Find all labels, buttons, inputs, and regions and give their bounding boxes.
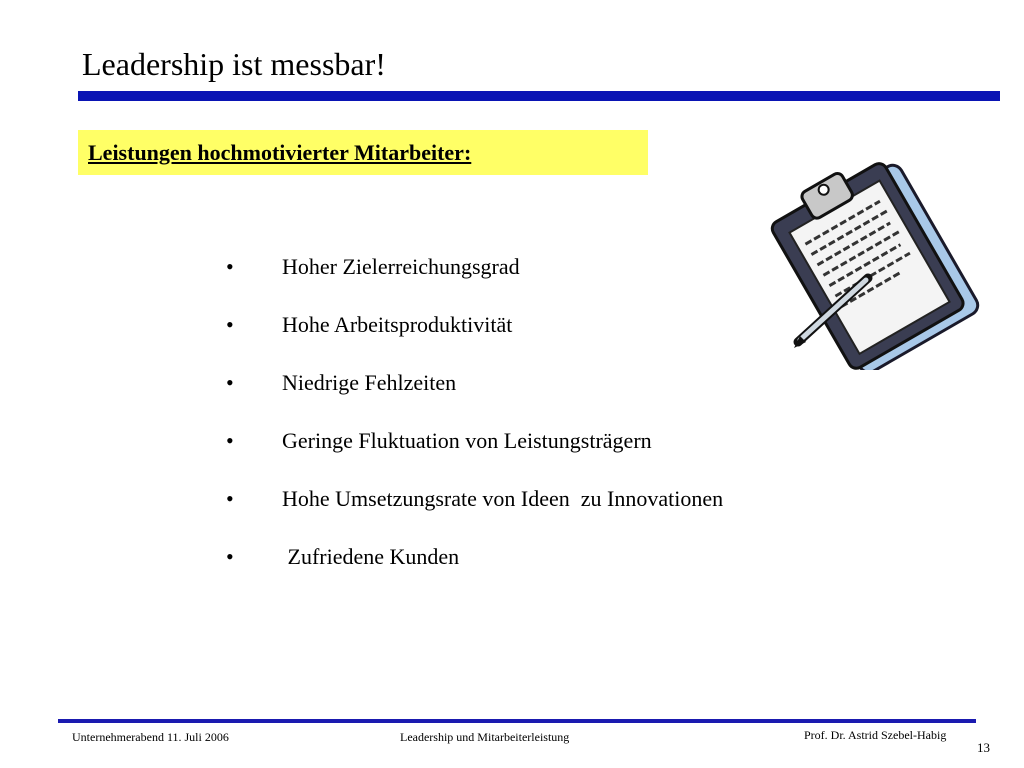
footer-topic: Leadership und Mitarbeiterleistung <box>400 730 570 744</box>
bullet-dot: • <box>226 428 234 453</box>
bullet-dot: • <box>226 544 234 569</box>
bullet-text: Hoher Zielerreichungsgrad <box>282 254 520 279</box>
footer-date: Unternehmerabend 11. Juli 2006 <box>72 730 229 744</box>
bullet-dot: • <box>226 254 234 279</box>
bullet-text: Hohe Arbeitsproduktivität <box>282 312 513 337</box>
bullet-text: Zufriedene Kunden <box>282 544 460 569</box>
title-underline-bar <box>78 91 1000 101</box>
slide-subtitle: Leistungen hochmotivierter Mitarbeiter: <box>88 140 472 165</box>
subtitle-highlight-box <box>78 130 648 175</box>
bullet-dot: • <box>226 370 234 395</box>
bullet-dot: • <box>226 312 234 337</box>
slide-title: Leadership ist messbar! <box>82 46 386 82</box>
bullet-dot: • <box>226 486 234 511</box>
footer-divider <box>58 719 976 723</box>
bullet-text: Hohe Umsetzungsrate von Ideen zu Innovationen <box>282 486 724 511</box>
clipboard-with-pen-icon <box>760 150 980 370</box>
footer-author: Prof. Dr. Astrid Szebel-Habig <box>804 728 947 742</box>
page-number: 13 <box>977 740 990 755</box>
bullet-text: Niedrige Fehlzeiten <box>282 370 457 395</box>
bullet-text: Geringe Fluktuation von Leistungsträgern <box>282 428 652 453</box>
